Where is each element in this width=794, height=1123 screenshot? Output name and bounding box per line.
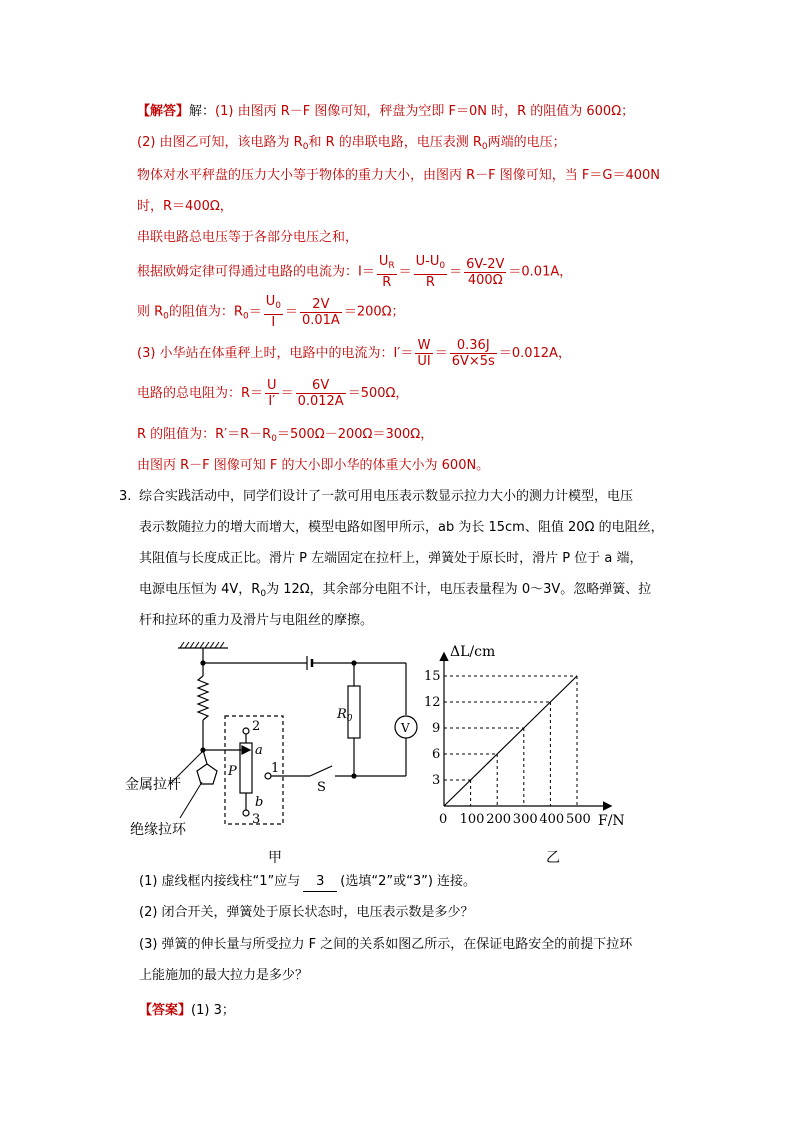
solution-line-4: 时，R＝400Ω， (137, 199, 233, 214)
solution-p1: (1) 由图丙 R－F 图像可知，秤盘为空即 F＝0N 时，R 的阻值为 600Ω； (215, 104, 635, 119)
resistor-r0 (348, 686, 360, 738)
fraction-u0-i: $\frac{U_0}{I}$ (265, 294, 281, 330)
question-3-sub-1: (1) 虚线框内接线柱“1”应与 3 (选填“2”或“3”) 连接。 (139, 873, 476, 892)
question-3-sub-3-line-1: (3) 弹簧的伸长量与所受拉力 F 之间的关系如图乙所示，在保证电路安全的前提下拉环 (139, 937, 633, 952)
spring (198, 676, 208, 720)
solution-line-6: 根据欧姆定律可得通过电路的电流为：I＝ $\frac{U_R}{R}$ ＝ $\frac{U-U_0}{R}$ ＝ $\frac{6V-2V}{400\Omega}$ ＝0.01A， (137, 254, 573, 290)
terminal-3 (243, 810, 249, 816)
fraction-ur-r: $\frac{U_R}{R}$ (378, 254, 395, 290)
solution-line-1 (137, 103, 634, 121)
label-s: S (317, 780, 326, 795)
x-tick-label: 200 (486, 812, 512, 827)
answer-blank: 3 (303, 873, 337, 892)
answer-text: (1) 3； (191, 1003, 235, 1018)
label-3: 3 (252, 812, 261, 827)
x-tick-label: 400 (539, 812, 565, 827)
question-3-line-5: 杆和拉环的重力及滑片与电阻丝的摩擦。 (139, 613, 374, 628)
label-v: V (401, 721, 410, 735)
solution-line-2 (137, 134, 566, 156)
solution-line-11: 由图丙 R－F 图像可知 F 的大小即小华的体重大小为 600N。 (137, 458, 490, 473)
fraction-w-ui: $\frac{W}{UI}$ (417, 338, 431, 369)
series-line-delta-l (444, 676, 577, 806)
figure-jia-circuit (110, 638, 420, 868)
question-3-line-4: 电源电压恒为 4V，$R_0$为 12Ω，其余部分电阻不计，电压表量程为 0～3V。忽略弹簧、拉 (139, 582, 652, 599)
label-p: P (228, 764, 237, 779)
question-3-line-1: 综合实践活动中，同学们设计了一款可用电压表示数显示拉力大小的测力计模型，电压 (139, 489, 634, 504)
solution-line-10: R 的阻值为：$R'=R-R_0=500\Omega-200\Omega=300\Omega$， (137, 427, 434, 444)
insulating-ring (197, 764, 217, 784)
label-insulating-ring: 绝缘拉环 (130, 822, 186, 838)
solution-line-5: 串联电路总电压等于各部分电压之和， (137, 230, 359, 245)
fraction-u-iprime: $\frac{U}{I'}$ (267, 378, 277, 409)
answer-line (139, 1002, 235, 1020)
fraction-6v-0012a: $\frac{6V}{0.012A}$ (297, 378, 344, 409)
x-tick-label: 500 (566, 812, 591, 827)
solution-line-7: 则 $R_0$的阻值为：$R_0=$ $\frac{U_0}{I}$ ＝ $\frac{2V}{0.01A}$ ＝200Ω； (137, 294, 405, 330)
chart-xlabel: F/N (598, 813, 625, 829)
chart-origin-label: 0 (439, 812, 448, 827)
y-tick-label: 9 (432, 721, 441, 736)
x-tick-label: 100 (459, 812, 485, 827)
y-tick-label: 3 (432, 773, 441, 788)
label-b: b (255, 795, 264, 810)
solution-p6-post: ＝0.01A， (508, 264, 573, 280)
figure-yi-chart (420, 640, 650, 840)
switch-blade (310, 766, 332, 776)
solution-p2-c: 两端的电压； (487, 135, 566, 150)
solution-p2-a: (2) 由图乙可知，该电路为 R (137, 135, 303, 150)
caption-jia: 甲 (268, 850, 282, 866)
solution-label: 【解答】 (137, 104, 190, 119)
ceiling-hatch (180, 642, 224, 648)
solution-p2-sub2: 0 (481, 142, 488, 152)
solution-p2-sub1: 0 (302, 142, 309, 152)
question-3-line-3: 其阻值与长度成正比。滑片 P 左端固定在拉杆上，弹簧处于原长时，滑片 P 位于 a 端， (139, 551, 643, 566)
label-a: a (255, 743, 263, 758)
y-tick-label: 6 (432, 747, 441, 762)
fraction-6v-2v-400: $\frac{6V-2V}{400\Omega}$ (466, 256, 505, 288)
solution-line-3: 物体对水平秤盘的压力大小等于物体的重力大小，由图丙 R－F 图像可知，当 F＝G＝400N (137, 168, 660, 183)
y-tick-label: 15 (424, 669, 441, 684)
terminal-2 (243, 728, 249, 734)
solution-p6-pre: 根据欧姆定律可得通过电路的电流为：I＝ (137, 264, 375, 280)
y-tick-label: 12 (424, 695, 441, 710)
solution-p2-b: 和 R 的串联电路，电压表测 R (308, 135, 482, 150)
answer-label: 【答案】 (139, 1003, 192, 1018)
question-3-number: 3. (119, 489, 132, 504)
label-2: 2 (252, 719, 261, 734)
slider-arrow (242, 746, 250, 754)
question-3-line-2: 表示数随拉力的增大而增大，模型电路如图甲所示，ab 为长 15cm、阻值 20Ω 的电阻丝， (139, 520, 664, 535)
chart-ylabel: ΔL/cm (450, 644, 496, 660)
fraction-2v-001a: $\frac{2V}{0.01A}$ (301, 296, 340, 328)
solution-jie: 解： (189, 104, 216, 119)
label-1: 1 (271, 761, 280, 776)
question-3-sub-2: (2) 闭合开关，弹簧处于原长状态时，电压表示数是多少？ (139, 905, 474, 920)
fraction-036j: $\frac{0.36J}{6V\times 5s}$ (451, 338, 495, 369)
solution-line-9: 电路的总电阻为：R＝ $\frac{U}{I'}$ ＝ $\frac{6V}{0.012A}$ ＝500Ω， (137, 378, 409, 409)
solution-line-8: (3) 小华站在体重秤上时，电路中的电流为：I′＝ $\frac{W}{UI}$ ＝ $\frac{0.36J}{6V\times 5s}$ ＝0.012A， (137, 338, 571, 369)
question-3-sub-3-line-2: 上能施加的最大拉力是多少？ (139, 968, 309, 983)
x-tick-label: 300 (512, 812, 538, 827)
label-r0: $R_0$ (337, 707, 353, 724)
label-metal-rod: 金属拉杆 (125, 777, 181, 793)
fraction-u-u0-r: $\frac{U-U_0}{R}$ (415, 254, 446, 290)
caption-yi: 乙 (546, 850, 560, 866)
